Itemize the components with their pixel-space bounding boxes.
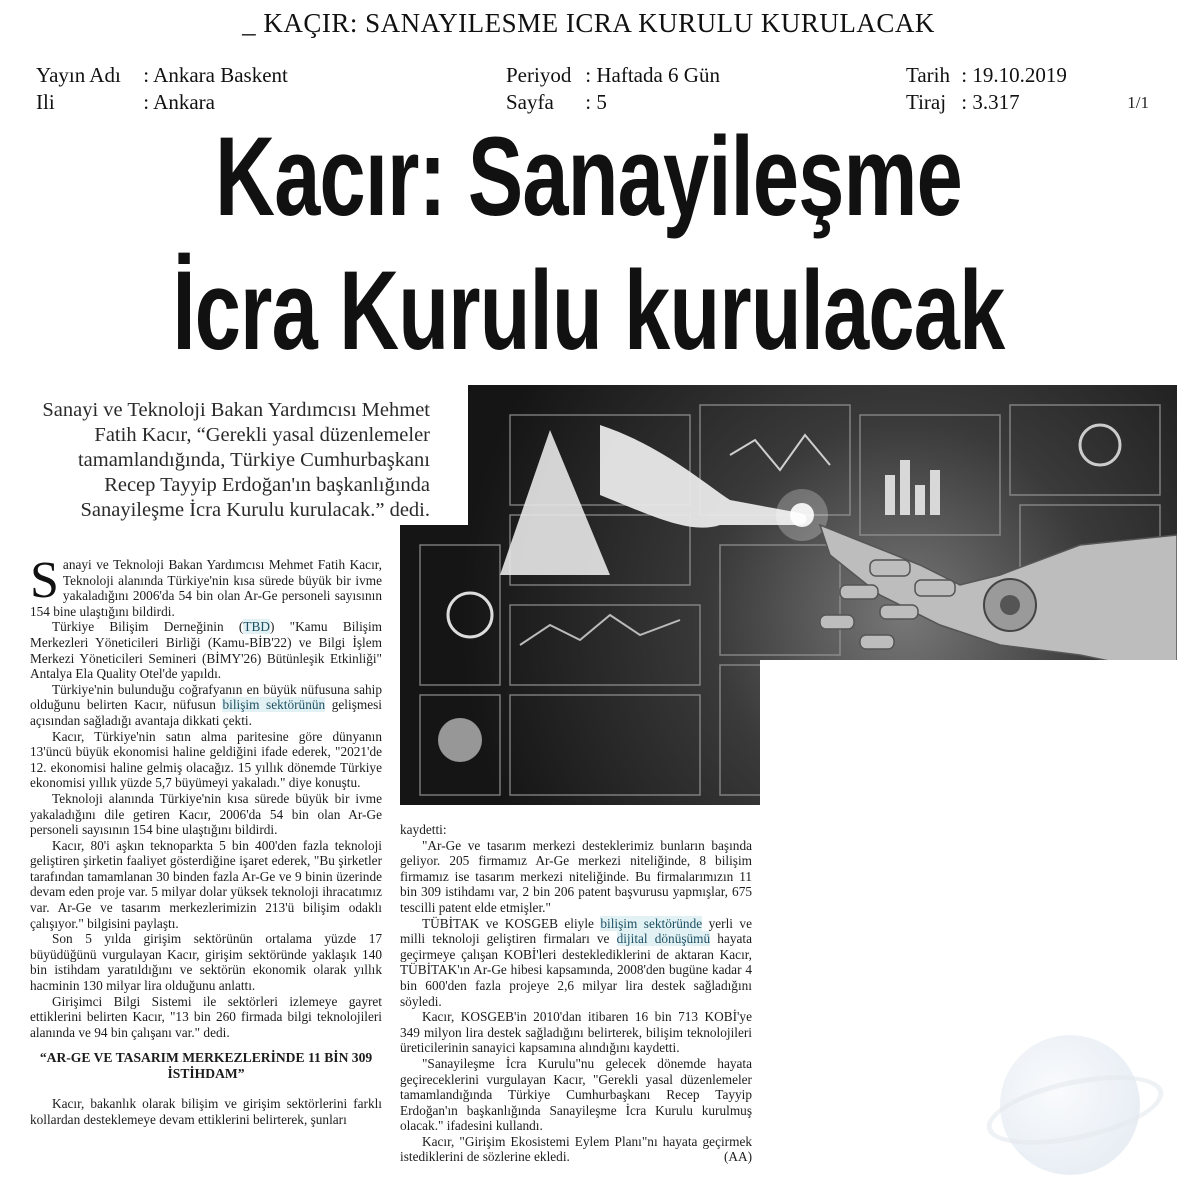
tiraj-label: Tiraj [906, 90, 947, 114]
text: hayata geçirmeye çalışan KOBİ'leri desteklediklerini de aktaran Kacır, TÜBİTAK'ın Ar-Ge hibesi kapsamında, 2008'den bugüne kadar 4 bin 600'den fazla projeye 2,6 milyar lira destek sağladığını söyledi. [400, 931, 752, 1009]
paragraph: "Ar-Ge ve tasarım merkezi desteklerimiz bunların başında geliyor. 205 firmamız Ar-Ge merkezi niteliğinde, 8 bilişim firmamız ise tasarım merkezi niteliğinde. Bu firmalarımızın 11 bin 309 istihdamı var, 2 bin 206 patent başvurusu yapmışlar, 675 tescilli patent elde etmişler." [400, 837, 752, 915]
left-column [30, 552, 382, 1128]
paragraph: "Sanayileşme İcra Kurulu"nu gelecek dönemde hayata geçireceklerini vurgulayan Kacır, "Gerekli yasal düzenlemeler tamamlandığında Türkiye Cumhurbaşkanı Recep Tayyip Erdoğan'ın başkanlığında Sanayileşme İcra Kurulu kurulmuş olacak." ifadesini kullandı. [400, 1055, 752, 1134]
paragraph: Kacır, 80'i aşkın teknoparkta 5 bin 400'den fazla teknoloji geliştiren şirketin faaliyet gösterdiğine işaret ederek, "Bu şirketler tarafından tamamlanan 30 binden fazla Ar-Ge ve 9 binin üzerinde devam eden proje var. 5 milyar dolar yüksek teknoloji ihracatımız var. Ar-Ge ve tasarım merkezlerimizin 213'ü bilişim odaklı çalışıyor." bilgisini paylaştı. [30, 837, 382, 931]
tarih-value: : 19.10.2019 [961, 63, 1067, 87]
highlight: bilişim sektöründe [600, 915, 703, 931]
period-info [506, 62, 720, 116]
dropcap: S [30, 552, 59, 609]
paragraph: anayi ve Teknoloji Bakan Yardımcısı Mehmet Fatih Kacır, Teknoloji alanında Türkiye'nin kısa sürede büyük bir ivme yakaladığını 2006'da 54 bin olan Ar-Ge personeli sayısının 154 bine ulaştığını bildirdi. [30, 557, 382, 619]
text: ) "Kamu Bilişim Merkezleri Yöneticileri Birliği (Kamu-BİB'22) ve Bilgi İşlem Merkezi Yöneticileri Semineri (BİMY'26) Bütünleşik Etkinliği" Antalya Ela Quality Otel'de yapıldı. [30, 619, 382, 682]
periyod-value: : Haftada 6 Gün [585, 63, 720, 87]
paragraph: kaydetti: [400, 822, 447, 837]
paragraph: Kacır, KOSGEB'in 2010'dan itibaren 16 bin 713 KOBİ'ye 349 milyon lira destek sağladığını belirterek, bilişim teknolojileri üreticilerinin sanayici kapsamına alındığını kaydetti. [400, 1009, 752, 1056]
lead-paragraph: Sanayi ve Teknoloji Bakan Yardımcısı Mehmet Fatih Kacır, “Gerekli yasal düzenlemeler tamamlandığında, Türkiye Cumhurbaşkanı Recep Tayyip Erdoğan'ın başkanlığında Sanayileşme İcra Kurulu kurulacak.” dedi. [42, 399, 430, 521]
text: TÜBİTAK ve KOSGEB eliyle [422, 915, 601, 931]
right-column [400, 822, 752, 1165]
subheading: “AR-GE VE TASARIM MERKEZLERİNDE 11 BİN 309 İSTİHDAM” [39, 1050, 373, 1082]
highlight: dijital dönüşümü [616, 931, 711, 947]
paragraph: Kacır, "Girişim Ekosistemi Eylem Planı"nı hayata geçirmek istediklerini de sözlerine ekledi. [400, 1133, 752, 1165]
paragraph: Kacır, bakanlık olarak bilişim ve girişim sektörlerini farklı kollardan desteklemeye devam ettiklerini belirterek, şunları [30, 1096, 382, 1127]
headline-line-1: Kacır: Sanayileşme [215, 114, 962, 239]
headline-line-2: İcra Kurulu kurulacak [172, 248, 1005, 373]
ili-value: : Ankara [143, 90, 215, 114]
tiraj-value: : 3.317 [961, 90, 1020, 114]
text: gelişmesi açısından sağladığı avantaja dikkati çekti. [30, 697, 382, 728]
tarih-label: Tarih [906, 63, 951, 87]
highlight: TBD [243, 619, 270, 635]
text: yerli ve milli teknoloji geliştiren firmaları ve [400, 915, 752, 947]
paragraph: Teknoloji alanında Türkiye'nin kısa sürede büyük bir ivme yakaladığını dile getiren Kacır, 2006'da 54 bin olan Ar-Ge personeli sayısının 154 bine ulaştığını bildirdi. [30, 790, 382, 838]
text: Türkiye'nin bulunduğu coğrafyanın en büyük nüfusuna sahip olduğunu belirten Kacır, nüfusun [30, 681, 382, 713]
sayfa-value: : 5 [585, 90, 607, 114]
paragraph: Girişimci Bilgi Sistemi ile sektörleri izlemeye gayret ettiklerini belirten Kacır, "13 bin 260 firmada bilgi teknolojileri alanında ve 94 bin çalışanı var." dedi. [30, 993, 382, 1040]
highlight: bilişim sektörünün [222, 697, 326, 713]
date-info [906, 62, 1067, 116]
yayin-value: : Ankara Baskent [143, 63, 288, 87]
clipping-title: _ KAÇIR: SANAYILESME ICRA KURULU KURULACAK [242, 8, 935, 38]
news-agency-credit: (AA) [723, 1149, 752, 1165]
text: Türkiye Bilişim Derneğinin ( [52, 619, 244, 635]
yayin-label: Yayın Adı [36, 63, 121, 87]
photo-cutout [760, 660, 1177, 810]
periyod-label: Periyod [506, 63, 572, 87]
publication-info [36, 62, 288, 116]
ili-label: Ili [36, 90, 55, 114]
sayfa-label: Sayfa [506, 90, 554, 114]
page-count: 1/1 [1127, 93, 1149, 112]
paragraph: Son 5 yılda girişim sektörünün ortalama yüzde 17 büyüdüğünü vurgulayan Kacır, girişim sektöründe yaklaşık 140 bin istihdam yaratıldığını ve sektörün ekonomik olarak yıllık hacminin 130 milyar lira olduğunu anlattı. [30, 931, 382, 994]
paragraph: Kacır, Türkiye'nin satın alma paritesine göre dünyanın 13'üncü büyük ekonomisi haline geldiğini ifade ederek, "2021'de 12. ekonomisi haline gelmiş olacağız. 15 yıllık dönemde Türkiye ekonomisi yıllık yüzde 5,7 büyümeyi yakaladı." diye konuştu. [30, 728, 382, 791]
